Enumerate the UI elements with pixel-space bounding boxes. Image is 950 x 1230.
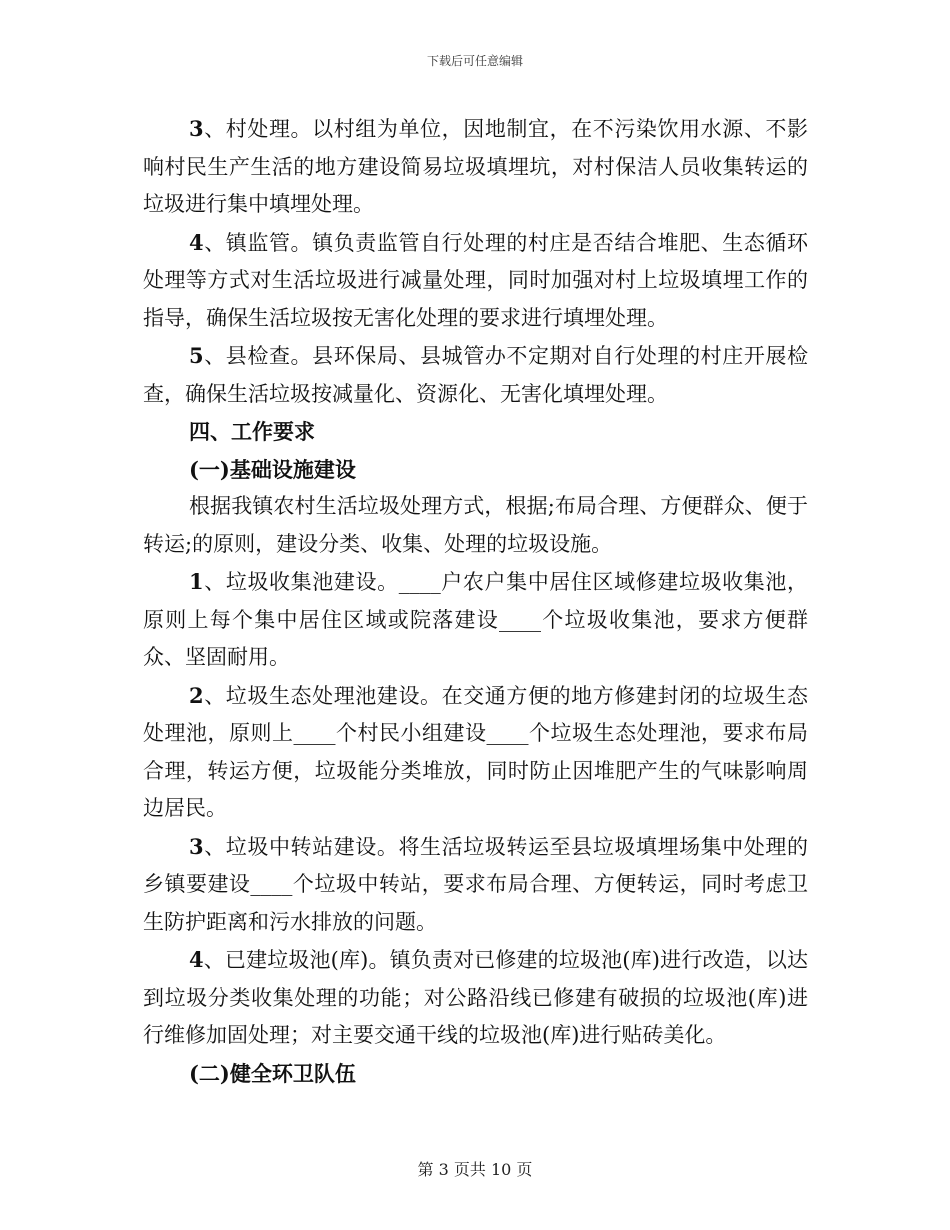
item-number: 4 [189, 229, 204, 255]
paragraph-county-inspection [143, 337, 808, 413]
paragraph-village-processing [143, 110, 808, 224]
subsection-heading: (一)基础设施建设 [189, 456, 356, 482]
item-number: 4 [189, 947, 204, 972]
item-title: 、县检查。 [203, 344, 313, 368]
item-text: 、垃圾收集池建设。____户农户集中居住区域修建垃圾收集池，原则上每个集中居住区域或院落建设____个垃圾收集池，要求方便群众、坚固耐用。 [143, 570, 808, 669]
document-body [143, 110, 808, 1092]
list-item [143, 563, 808, 677]
subsection-heading: (二)健全环卫队伍 [189, 1060, 356, 1086]
page-number-footer: 第 3 页共 10 页 [417, 1160, 533, 1179]
item-text: 以村组为单位，因地制宜，在不污染饮用水源、不影响村民生产生活的地方建设简易垃圾填埋坑，对村保洁人员收集转运的垃圾进行集中填埋处理。 [143, 117, 809, 216]
item-number: 3 [189, 833, 204, 859]
item-text: 、垃圾生态处理池建设。在交通方便的地方修建封闭的垃圾生态处理池，原则上____个村民小组建设____个垃圾生态处理池，要求布局合理，转运方便，垃圾能分类堆放，同时防止因堆肥产生的气味影响周边居民。 [143, 683, 808, 820]
item-text: 镇负责监管自行处理的村庄是否结合堆肥、生态循环处理等方式对生活垃圾进行减量处理，同时加强对村上垃圾填埋工作的指导，确保生活垃圾按无害化处理的要求进行填埋处理。 [143, 230, 809, 330]
item-text: 、已建垃圾池(库)。镇负责对已修建的垃圾池(库)进行改造，以达到垃圾分类收集处理的功能；对公路沿线已修建有破损的垃圾池(库)进行维修加固处理；对主要交通干线的垃圾池(库)进行贴砖美化。 [143, 948, 808, 1047]
paragraph-town-supervision [143, 224, 808, 338]
page-header: 下载后可任意编辑 [426, 54, 523, 68]
item-number: 3 [189, 116, 204, 141]
intro-paragraph: 根据我镇农村生活垃圾处理方式，根据;布局合理、方便群众、便于转运;的原则，建设分类、收集、处理的垃圾设施。 [143, 494, 808, 556]
item-title: 、镇监管。 [203, 230, 313, 255]
item-number: 2 [189, 682, 204, 708]
item-text: 、垃圾中转站建设。将生活垃圾转运至县垃圾填埋场集中处理的乡镇要建设____个垃圾中转站，要求布局合理、方便转运，同时考虑卫生防护距离和污水排放的问题。 [143, 834, 808, 934]
item-number: 5 [189, 343, 204, 368]
list-item [143, 828, 808, 942]
item-text: 县环保局、县城管办不定期对自行处理的村庄开展检查，确保生活垃圾按减量化、资源化、无害化填埋处理。 [143, 344, 809, 406]
section-heading: 四、工作要求 [189, 419, 315, 444]
list-item [143, 941, 808, 1055]
list-item [143, 677, 808, 828]
item-title: 、村处理。 [203, 117, 313, 141]
item-number: 1 [189, 569, 204, 594]
